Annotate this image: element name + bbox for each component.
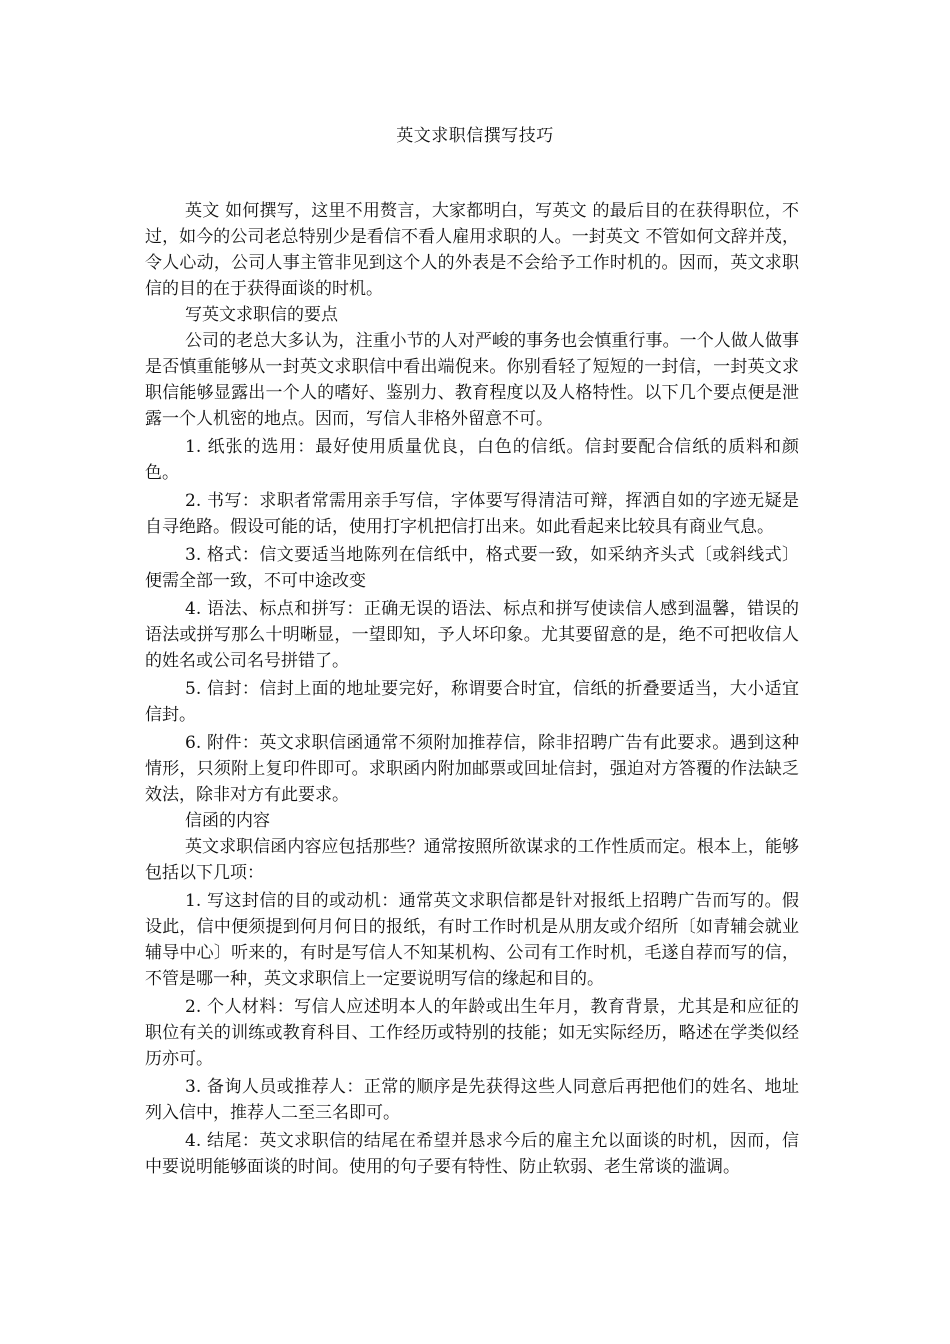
list-item-references: 3. 备询人员或推荐人：正常的顺序是先获得这些人同意后再把他们的姓名、地址列入信中，推荐人二至三名即可。 bbox=[145, 1077, 799, 1123]
paragraph-key-points-intro: 公司的老总大多认为，注重小节的人对严峻的事务也会慎重行事。一个人做人做事是否慎重能够从一封英文求职信中看出端倪来。你别看轻了短短的一封信，一封英文求职信能够显露出一个人的嗜好、鉴别力、教育程度以及人格特性。以下几个要点便是泄露一个人机密的地点。因而，写信人非格外留意不可。 bbox=[145, 331, 799, 429]
section-heading-content: 信函的内容 bbox=[185, 811, 270, 831]
list-item-attachments: 6. 附件：英文求职信函通常不须附加推荐信，除非招聘广告有此要求。遇到这种情形，只须附上复印件即可。求职函内附加邮票或回址信封，强迫对方答覆的作法缺乏效法，除非对方有此要求。 bbox=[145, 733, 799, 805]
list-item-personal-info: 2. 个人材料：写信人应述明本人的年龄或出生年月，教育背景，尤其是和应征的职位有关的训练或教育科目、工作经历或特别的技能；如无实际经历，略述在学类似经历亦可。 bbox=[145, 997, 799, 1069]
list-item-format: 3. 格式：信文要适当地陈列在信纸中，格式要一致，如采纳齐头式〔或斜线式〕便需全部一致，不可中途改变 bbox=[145, 545, 799, 591]
document-body bbox=[145, 198, 799, 1180]
section-heading-key-points: 写英文求职信的要点 bbox=[185, 305, 338, 325]
paragraph-intro: 英文 如何撰写，这里不用赘言，大家都明白，写英文 的最后目的在获得职位，不过，如今的公司老总特别少是看信不看人雇用求职的人。一封英文 不管如何文辞并茂，令人心动，公司人事主管非见到这个人的外表是不会给予工作时机的。因而，英文求职信的目的在于获得面谈的时机。 bbox=[145, 201, 799, 299]
list-item-envelope: 5. 信封：信封上面的地址要完好，称谓要合时宜，信纸的折叠要适当，大小适宜信封。 bbox=[145, 679, 799, 725]
list-item-closing: 4. 结尾：英文求职信的结尾在希望并恳求今后的雇主允以面谈的时机，因而，信中要说明能够面谈的时间。使用的句子要有特性、防止软弱、老生常谈的滥调。 bbox=[145, 1131, 799, 1177]
list-item-paper: 1. 纸张的选用：最好使用质量优良，白色的信纸。信封要配合信纸的质料和颜色。 bbox=[145, 437, 799, 483]
document-title: 英文求职信撰写技巧 bbox=[396, 126, 554, 146]
list-item-grammar: 4. 语法、标点和拼写：正确无误的语法、标点和拼写使读信人感到温馨，错误的语法或拼写那么十明晰显，一望即知，予人坏印象。尤其要留意的是，绝不可把收信人的姓名或公司名号拼错了。 bbox=[145, 599, 799, 671]
paragraph-content-intro: 英文求职信函内容应包括那些？通常按照所欲谋求的工作性质而定。根本上，能够包括以下几项： bbox=[145, 837, 799, 883]
list-item-writing: 2. 书写：求职者常需用亲手写信，字体要写得清洁可辩，挥洒自如的字迹无疑是自寻绝路。假设可能的话，使用打字机把信打出来。如此看起来比较具有商业气息。 bbox=[145, 491, 799, 537]
list-item-purpose: 1. 写这封信的目的或动机：通常英文求职信都是针对报纸上招聘广告而写的。假设此，信中便须提到何月何日的报纸，有时工作时机是从朋友或介绍所〔如青辅会就业辅导中心〕听来的，有时是写信人不知某机构、公司有工作时机，毛遂自荐而写的信，不管是哪一种，英文求职信上一定要说明写信的缘起和目的。 bbox=[145, 891, 799, 989]
